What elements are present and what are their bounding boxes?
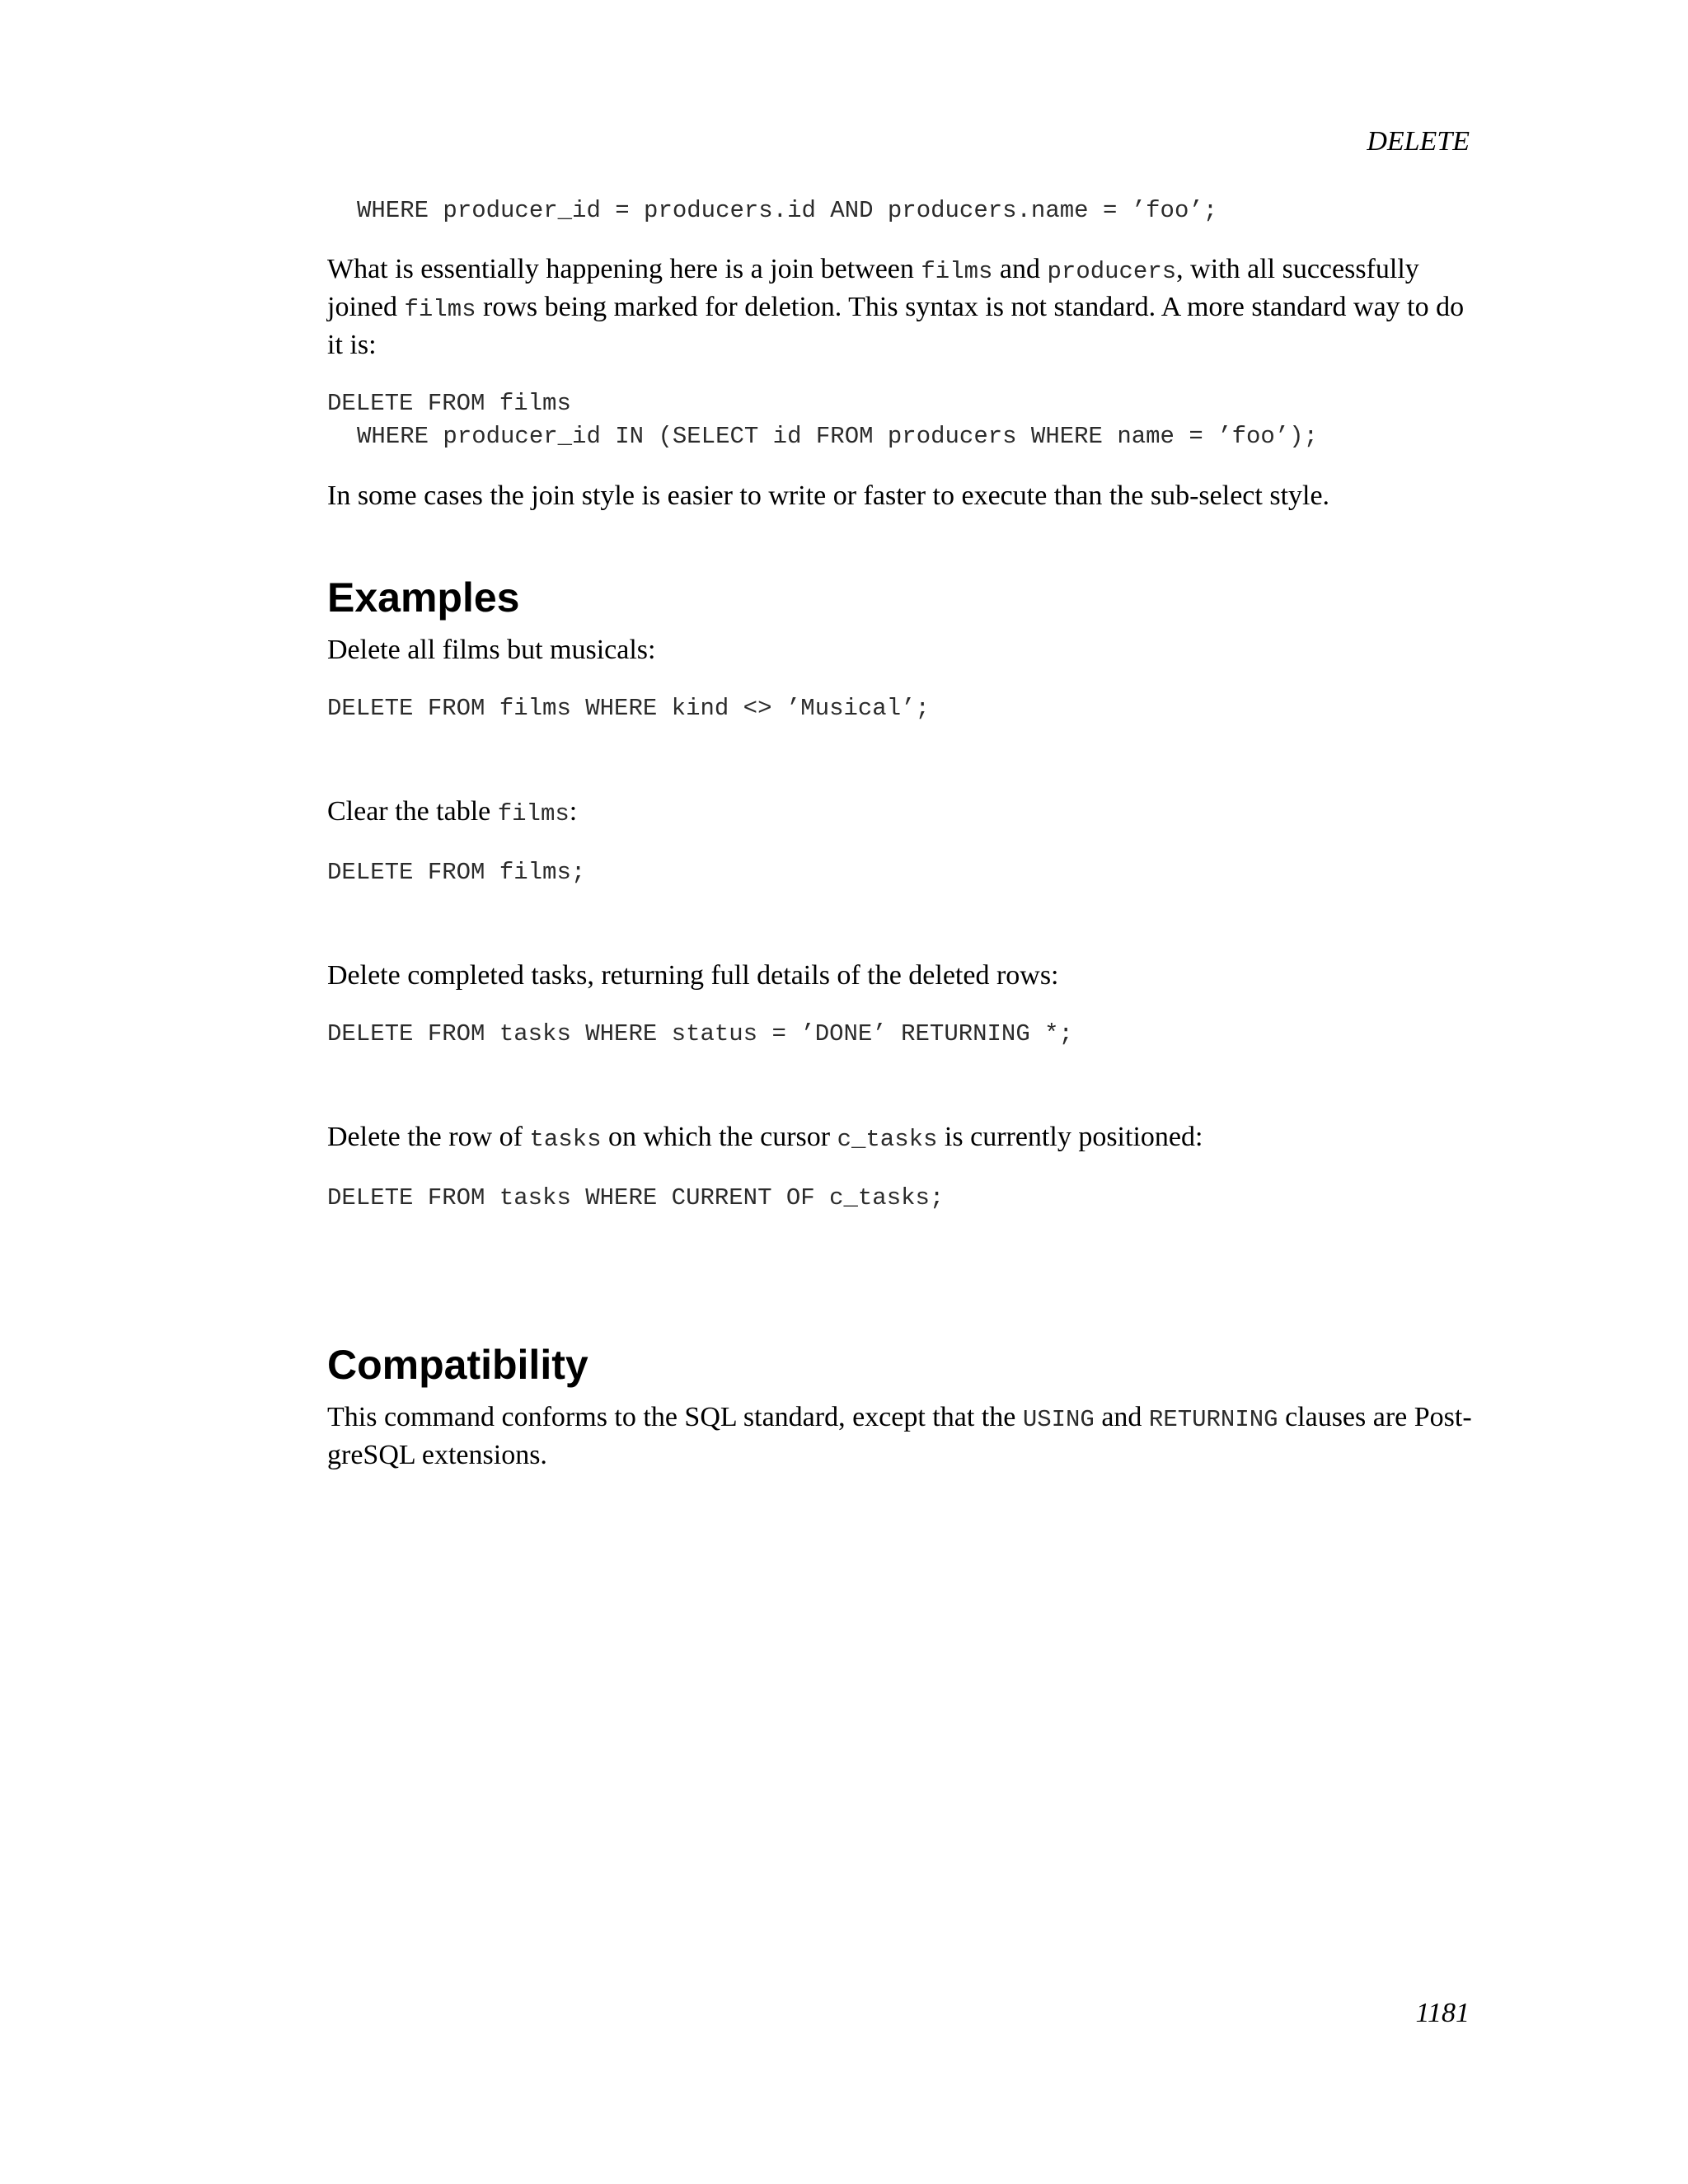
inline-code: films bbox=[404, 296, 476, 323]
text: clauses are Post-greSQL extensions. bbox=[327, 1402, 1472, 1470]
example-code: DELETE FROM films; bbox=[327, 859, 586, 886]
text: rows being marked for deletion. This syntax is not standard. A more standard way to do it is: bbox=[327, 292, 1465, 360]
code-block-tail: WHERE producer_id = producers.id AND producers.name = ’foo’; bbox=[357, 197, 1218, 224]
inline-code: c_tasks bbox=[837, 1126, 938, 1153]
section-heading-examples: Examples bbox=[327, 574, 520, 621]
inline-code: USING bbox=[1022, 1406, 1095, 1433]
code-block-subselect bbox=[327, 387, 1473, 453]
example-description: Delete all films but musicals: bbox=[327, 635, 656, 665]
page-content bbox=[327, 194, 1473, 1473]
inline-code: tasks bbox=[529, 1126, 602, 1153]
example-description bbox=[327, 794, 1473, 832]
text: Clear the table bbox=[327, 796, 498, 827]
inline-code: films bbox=[497, 800, 570, 827]
example-description bbox=[327, 1119, 1473, 1157]
inline-code: films bbox=[921, 258, 993, 285]
section-heading-compatibility: Compatibility bbox=[327, 1342, 588, 1388]
example-code: DELETE FROM films WHERE kind <> ’Musical’; bbox=[327, 695, 930, 722]
running-header: DELETE bbox=[1367, 126, 1470, 157]
text: This command conforms to the SQL standard, except that the bbox=[327, 1402, 1023, 1432]
text: and bbox=[1094, 1402, 1149, 1432]
code-line: WHERE producer_id IN (SELECT id FROM producers WHERE name = ’foo’); bbox=[357, 423, 1318, 450]
text: : bbox=[569, 796, 578, 827]
text: and bbox=[992, 254, 1048, 284]
text: Delete the row of bbox=[327, 1122, 530, 1152]
example-code: DELETE FROM tasks WHERE status = ’DONE’ RETURNING *; bbox=[327, 1020, 1073, 1047]
text: is currently positioned: bbox=[937, 1122, 1203, 1152]
code-line: DELETE FROM films bbox=[327, 390, 571, 417]
text: What is essentially happening here is a join between bbox=[327, 254, 921, 284]
paragraph-compatibility bbox=[327, 1399, 1473, 1473]
paragraph-join-style: In some cases the join style is easier to write or faster to execute than the sub-select style. bbox=[327, 480, 1330, 511]
example-code: DELETE FROM tasks WHERE CURRENT OF c_tasks; bbox=[327, 1184, 945, 1212]
inline-code: producers bbox=[1047, 258, 1177, 285]
text: on which the cursor bbox=[601, 1122, 837, 1152]
inline-code: RETURNING bbox=[1148, 1406, 1278, 1433]
page-number: 1181 bbox=[1415, 1998, 1470, 2028]
paragraph-join-explanation bbox=[327, 251, 1473, 363]
example-description: Delete completed tasks, returning full details of the deleted rows: bbox=[327, 960, 1059, 991]
text: , with all successfully joined bbox=[327, 254, 1419, 322]
